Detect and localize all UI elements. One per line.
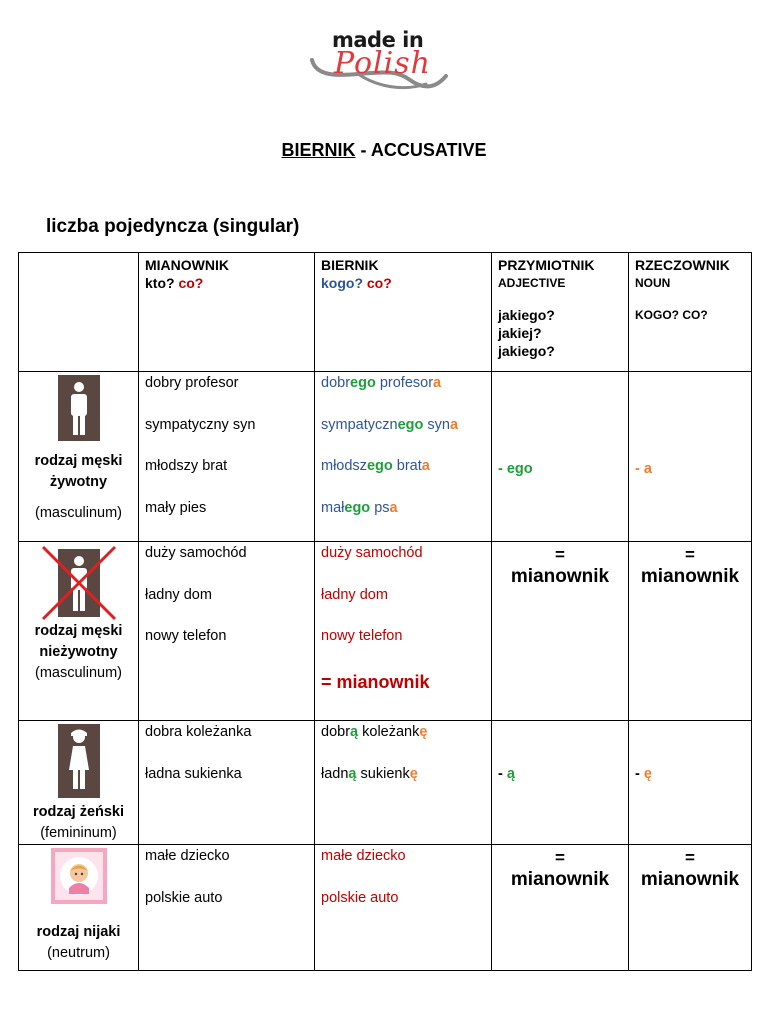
accusative-phrase (321, 458, 485, 500)
woman-icon (58, 724, 100, 798)
header-empty-cell (19, 253, 139, 372)
noun-stem: profesor (379, 375, 434, 391)
adjective-ending: - ego (498, 461, 533, 477)
ending-dash: - (635, 766, 644, 782)
gender-latin: (femininum) (40, 825, 117, 841)
adjective-ending-cell-fem (492, 721, 629, 845)
gender-label: rodzaj żeński (32, 804, 125, 820)
gender-latin: (masculinum) (34, 665, 122, 681)
adj-stem: mał (321, 499, 345, 516)
noun-ending: - a (635, 461, 652, 477)
logo-text-polish: Polish (334, 46, 431, 81)
adj-ending: ą (350, 724, 359, 740)
adj-ending: ego (350, 375, 376, 391)
adj-stem: sympatyczn (321, 416, 398, 433)
nominative-word: polskie auto (145, 890, 223, 906)
question-kogo: kogo? (321, 275, 363, 291)
nominative-cell-fem (139, 721, 315, 845)
ending-dash: - (498, 766, 507, 782)
equals-nominative-note: = mianownik (321, 671, 430, 692)
header-biernik-title: BIERNIK (321, 257, 379, 273)
noun-ending: ę (419, 724, 428, 740)
accusative-cell-neut (315, 845, 492, 971)
noun-ending-cell-masc-anim (629, 372, 752, 542)
accusative-phrase: ładny dom (321, 586, 388, 603)
header-mianownik (139, 253, 315, 372)
gender-cell-masc-anim (19, 372, 139, 542)
table-row-feminine (19, 721, 752, 845)
equals-word: mianownik (640, 869, 740, 890)
accusative-table (18, 252, 752, 971)
noun-stem: syn (427, 416, 450, 433)
header-rzeczownik (629, 253, 752, 372)
noun-ending: a (421, 458, 430, 474)
header-biernik-questions (321, 274, 485, 292)
nominative-cell-neut (139, 845, 315, 971)
adj-ending: ego (344, 499, 371, 516)
accusative-phrase: nowy telefon (321, 628, 403, 644)
header-mianownik-questions (145, 274, 308, 292)
question-jakiej: jakiej? (498, 325, 542, 341)
noun-ending: a (449, 416, 459, 433)
equals-word: mianownik (510, 869, 610, 890)
noun-ending: a (389, 499, 398, 516)
gender-label: rodzaj męski (34, 453, 123, 469)
baby-icon (51, 848, 107, 904)
noun-ending-cell-fem (629, 721, 752, 845)
question-kto: kto? (145, 275, 175, 291)
header-noun-sub: NOUN (635, 276, 671, 290)
accusative-cell-fem (315, 721, 492, 845)
question-kogo-co: KOGO? CO? (635, 308, 708, 322)
title-main: BIERNIK (281, 140, 356, 160)
accusative-phrase: duży samochód (321, 545, 423, 561)
nominative-word: ładny dom (145, 586, 212, 603)
header-rzeczownik-title: RZECZOWNIK (635, 257, 730, 273)
made-in-polish-logo (306, 26, 452, 98)
adjective-cell-neut (492, 845, 629, 971)
adj-ending: ego (397, 416, 424, 433)
question-co: co? (366, 275, 392, 291)
nominative-word: sympatyczny syn (145, 416, 256, 433)
accusative-phrase (321, 766, 485, 808)
accusative-phrase: małe dziecko (321, 848, 406, 864)
noun-stem: koleżank (362, 724, 420, 740)
gender-sublabel: żywotny (49, 474, 108, 490)
noun-stem: ps (374, 499, 390, 516)
nominative-word: nowy telefon (145, 628, 227, 644)
nominative-word: młodszy brat (145, 458, 228, 474)
question-jakiego: jakiego? (498, 307, 555, 323)
accusative-cell-masc-inanim (315, 542, 492, 721)
equals-sign: = (685, 545, 695, 564)
table-row-masculine-inanimate (19, 542, 752, 721)
noun-ending: ę (409, 766, 418, 782)
gender-label: rodzaj nijaki (36, 924, 121, 940)
accusative-phrase (321, 417, 485, 459)
accusative-phrase: polskie auto (321, 890, 399, 906)
header-mianownik-title: MIANOWNIK (145, 257, 229, 273)
noun-cell-masc-inanim (629, 542, 752, 721)
accusative-phrase (321, 375, 485, 417)
noun-ending (635, 724, 745, 782)
header-adjective-sub: ADJECTIVE (498, 276, 566, 290)
gender-cell-masc-inanim (19, 542, 139, 721)
equals-sign: = (555, 848, 565, 867)
nominative-word: duży samochód (145, 545, 247, 561)
header-przymiotnik (492, 253, 629, 372)
adjective-ending-cell-masc-anim (492, 372, 629, 542)
noun-ending: a (433, 375, 442, 391)
gender-label: rodzaj męski (34, 623, 123, 639)
table-header-row (19, 253, 752, 372)
nominative-word: dobry profesor (145, 375, 239, 391)
noun-cell-neut (629, 845, 752, 971)
adj-stem: dobr (321, 724, 351, 740)
man-icon (58, 375, 100, 441)
adj-ending: ą (348, 766, 357, 782)
crossed-man-icon (39, 545, 119, 621)
title-rest: - ACCUSATIVE (355, 140, 487, 160)
accusative-cell-masc-anim (315, 372, 492, 542)
page-title (0, 140, 768, 161)
gender-latin: (neutrum) (47, 945, 110, 961)
question-jakiego-2: jakiego? (498, 343, 555, 359)
table-row-masculine-animate (19, 372, 752, 542)
noun-stem: brat (396, 458, 422, 474)
header-przymiotnik-title: PRZYMIOTNIK (498, 257, 595, 273)
question-co: co? (178, 275, 204, 291)
ending-letter: ę (643, 766, 652, 782)
equals-sign: = (555, 545, 565, 564)
gender-cell-fem (19, 721, 139, 845)
adjective-ending (498, 724, 622, 782)
nominative-word: mały pies (145, 499, 207, 516)
nominative-word: małe dziecko (145, 848, 230, 864)
accusative-phrase (321, 724, 485, 766)
equals-word: mianownik (640, 566, 740, 587)
gender-cell-neut (19, 845, 139, 971)
logo-text-made-in: made in (332, 28, 424, 52)
header-biernik (315, 253, 492, 372)
adj-stem: dobr (321, 375, 351, 391)
adjective-cell-masc-inanim (492, 542, 629, 721)
gender-latin: (masculinum) (34, 505, 122, 521)
equals-sign: = (685, 848, 695, 867)
accusative-phrase (321, 500, 485, 542)
nominative-cell-masc-anim (139, 372, 315, 542)
adj-ending: ego (366, 458, 393, 474)
nominative-word: dobra koleżanka (145, 724, 252, 740)
adj-stem: młodsz (321, 458, 367, 474)
gender-sublabel: nieżywotny (39, 644, 118, 660)
nominative-word: ładna sukienka (145, 766, 242, 782)
section-subtitle: liczba pojedyncza (singular) (46, 216, 300, 237)
adj-stem: ładn (321, 766, 349, 782)
equals-word: mianownik (510, 566, 610, 587)
nominative-cell-masc-inanim (139, 542, 315, 721)
table-row-neuter (19, 845, 752, 971)
ending-letter: ą (506, 766, 515, 782)
noun-stem: sukienk (360, 766, 410, 782)
